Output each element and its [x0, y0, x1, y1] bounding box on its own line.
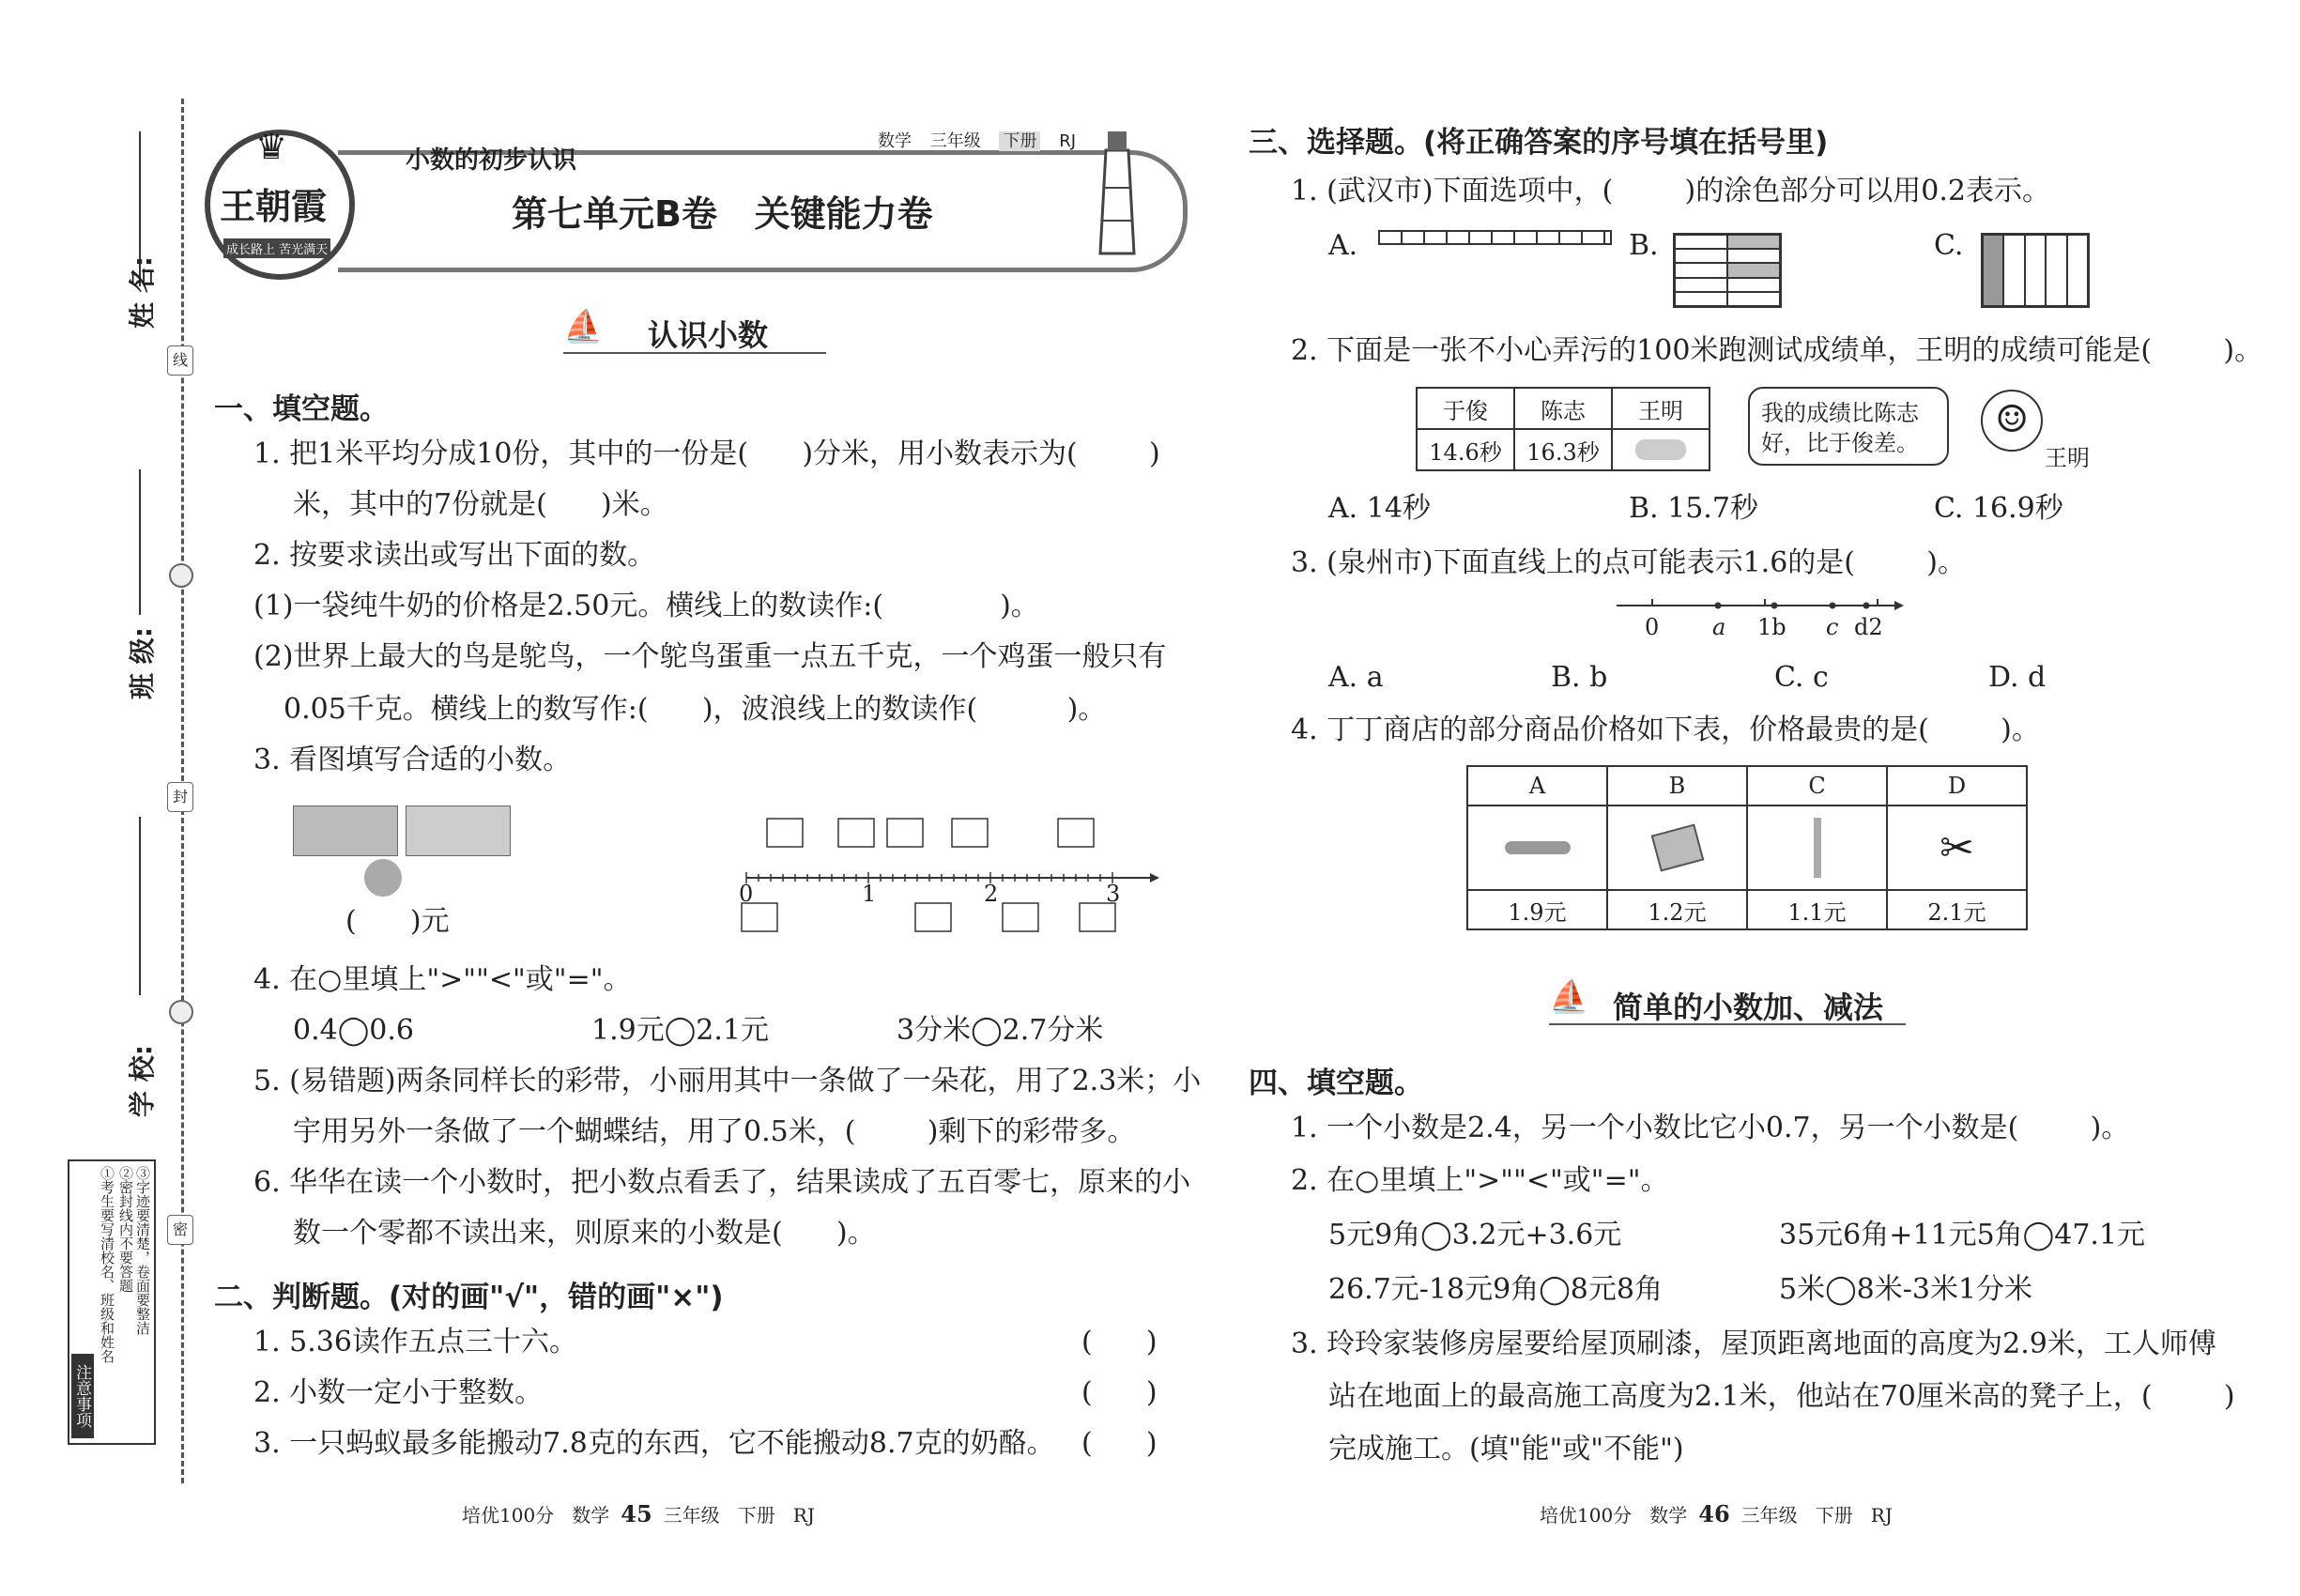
c2-header-yujun: 于俊	[1417, 388, 1514, 429]
section-a-title: 认识小数	[648, 317, 769, 353]
edition-tag: RJ	[1059, 131, 1077, 151]
judge-2-bracket[interactable]: ( )	[1081, 1376, 1158, 1409]
name-label: 姓 名:	[127, 256, 158, 329]
class-underline[interactable]	[139, 469, 141, 615]
section-b-title: 简单的小数加、减法	[1613, 990, 1884, 1025]
c3: 3. (泉州市)下面直线上的点可能表示1.6的是( )。	[1291, 546, 1966, 579]
q6-line2: 数一个零都不读出来，则原来的小数是( )。	[293, 1217, 876, 1250]
crown-icon: ♛	[255, 126, 288, 167]
c4-price-table	[1466, 765, 2028, 930]
c3-label-d2: d2	[1854, 614, 1883, 640]
right-page-number: 46	[1698, 1500, 1730, 1527]
subject-tags	[878, 128, 1076, 152]
c1-option-a[interactable]: A.	[1328, 229, 1358, 262]
c4-header-d: D	[1887, 766, 2027, 806]
c1-figure-c	[1981, 233, 2090, 308]
q4-item-3[interactable]: 3分米◯2.7分米	[897, 1014, 1104, 1047]
q3: 3. 看图填写合适的小数。	[253, 744, 572, 776]
c2-person-name: 王明	[2045, 445, 2090, 471]
c1: 1. (武汉市)下面选项中，( )的涂色部分可以用0.2表示。	[1291, 175, 2050, 207]
c2-header-chenzhi: 陈志	[1514, 388, 1612, 429]
f2-item-2[interactable]: 35元6角+11元5角◯47.1元	[1779, 1219, 2146, 1251]
right-footer-pre: 培优100分 数学	[1540, 1504, 1688, 1527]
cut-mark-3: 密	[167, 1215, 193, 1245]
notice-item-1: ①考生要写清校名、班级和姓名	[99, 1166, 115, 1363]
c1-option-c[interactable]: C.	[1934, 229, 1964, 262]
judge-3-text: 3. 一只蚂蚁最多能搬动7.8克的东西，它不能搬动8.7克的奶酪。	[253, 1427, 1055, 1460]
f1: 1. 一个小数是2.4，另一个小数比它小0.7，另一个小数是( )。	[1291, 1112, 2130, 1144]
c4-price-c: 1.1元	[1747, 890, 1887, 929]
q3-line-label-2: 2	[984, 881, 999, 907]
c2: 2. 下面是一张不小心弄污的100米跑测试成绩单，王明的成绩可能是( )。	[1291, 334, 2263, 367]
c2-option-c[interactable]: C. 16.9秒	[1934, 492, 2063, 525]
grade-tag: 三年级	[929, 131, 981, 151]
part1-title: 一、填空题。	[214, 392, 389, 426]
part3-title: 三、选择题。(将正确答案的序号填在括号里)	[1249, 126, 1829, 160]
c3-option-a[interactable]: A. a	[1328, 661, 1384, 694]
class-label: 班 级:	[127, 627, 158, 699]
f2-item-4[interactable]: 5米◯8米-3米1分米	[1779, 1273, 2033, 1306]
c3-option-b[interactable]: B. b	[1551, 661, 1608, 694]
right-footer	[1540, 1500, 1893, 1527]
c2-option-a[interactable]: A. 14秒	[1328, 492, 1431, 525]
section-a-underline	[563, 352, 826, 354]
boy-avatar: ☺	[1981, 390, 2043, 452]
left-footer-post: 三年级 下册 RJ	[663, 1504, 815, 1527]
q2-2-line1: (2)世界上最大的鸟是鸵鸟，一个鸵鸟蛋重一点五千克，一个鸡蛋一般只有	[253, 640, 1167, 673]
q2-2-line2: 0.05千克。横线上的数写作:( )，波浪线上的数读作( )。	[284, 693, 1107, 726]
c4-item-b	[1607, 806, 1747, 890]
q5-line1: 5. (易错题)两条同样长的彩带，小丽用其中一条做了一朵花，用了2.3米；小	[253, 1065, 1202, 1097]
c2-option-b[interactable]: B. 15.7秒	[1629, 492, 1758, 525]
c4-item-d	[1887, 806, 2027, 890]
q3-line-label-1: 1	[862, 881, 877, 907]
volume-tag: 下册	[999, 131, 1040, 151]
q5-line2: 宇用另外一条做了一个蝴蝶结，用了0.5米，( )剩下的彩带多。	[293, 1115, 1136, 1148]
q2-1: (1)一袋纯牛奶的价格是2.50元。横线上的数读作:( )。	[253, 590, 1039, 622]
cut-mark-2: 封	[167, 782, 193, 812]
brand-slogan: 成长路上 苦光满天	[223, 238, 330, 258]
q2: 2. 按要求读出或写出下面的数。	[253, 539, 656, 572]
c3-label-c: c	[1826, 614, 1839, 640]
c4-item-c	[1747, 806, 1887, 890]
q4-item-2[interactable]: 1.9元◯2.1元	[591, 1014, 769, 1047]
judge-1-text: 1. 5.36读作五点三十六。	[253, 1326, 577, 1358]
q1-line1: 1. 把1米平均分成10份，其中的一份是( )分米，用小数表示为( )	[253, 437, 1160, 470]
notice-title: 注意事项	[71, 1354, 94, 1438]
notice-box	[68, 1159, 156, 1445]
c1-option-b[interactable]: B.	[1629, 229, 1659, 262]
c4: 4. 丁丁商店的部分商品价格如下表，价格最贵的是( )。	[1291, 714, 2040, 746]
f2-item-1[interactable]: 5元9角◯3.2元+3.6元	[1328, 1219, 1622, 1251]
c1-figure-b	[1673, 233, 1782, 308]
judge-3-bracket[interactable]: ( )	[1081, 1427, 1158, 1460]
brand-logo	[205, 126, 355, 280]
c4-price-d: 2.1元	[1887, 890, 2027, 929]
c3-label-a: a	[1712, 614, 1726, 640]
lighthouse-icon	[1080, 122, 1155, 263]
c4-header-c: C	[1747, 766, 1887, 806]
c1-figure-a	[1378, 230, 1612, 245]
q6-line1: 6. 华华在读一个小数时，把小数点看丢了，结果读成了五百零七，原来的小	[253, 1166, 1191, 1199]
c3-option-c[interactable]: C. c	[1774, 661, 1829, 694]
judge-1-bracket[interactable]: ( )	[1081, 1326, 1158, 1358]
cut-mark-1: 线	[167, 345, 193, 376]
left-footer-pre: 培优100分 数学	[462, 1504, 610, 1527]
c2-bubble-line1: 我的成绩比陈志	[1761, 400, 1919, 426]
c4-price-a: 1.9元	[1467, 890, 1607, 929]
c2-value-yujun: 14.6秒	[1417, 429, 1514, 470]
q1-line2: 米，其中的7份就是( )米。	[293, 488, 668, 521]
c4-item-a	[1467, 806, 1607, 890]
q4-item-1[interactable]: 0.4◯0.6	[293, 1014, 414, 1047]
f2-item-3[interactable]: 26.7元-18元9角◯8元8角	[1328, 1273, 1663, 1306]
brand-name: 王朝霞	[220, 185, 328, 227]
binding-hole-2	[169, 1000, 193, 1024]
section-b-underline	[1549, 1023, 1906, 1025]
c4-header-a: A	[1467, 766, 1607, 806]
judge-2-text: 2. 小数一定小于整数。	[253, 1376, 544, 1409]
c2-value-chenzhi: 16.3秒	[1514, 429, 1612, 470]
page-title: 第七单元B卷 关键能力卷	[512, 193, 933, 235]
scissors-icon: ✂	[1940, 823, 1974, 872]
sailboat-icon-a: ⛵	[563, 308, 604, 345]
smudge-mark	[1635, 439, 1686, 460]
part4-title: 四、填空题。	[1249, 1067, 1423, 1100]
knife-icon	[1505, 841, 1571, 854]
notice-item-3: ③字迹要清楚，卷面要整洁	[134, 1166, 151, 1335]
c3-label-0: 0	[1645, 614, 1660, 640]
f3-line3: 完成施工。(填"能"或"不能")	[1328, 1433, 1684, 1466]
c3-label-1b: 1b	[1757, 614, 1786, 640]
banknote-10-image	[293, 806, 398, 856]
c3-option-d[interactable]: D. d	[1988, 661, 2047, 694]
sailboat-icon-b: ⛵	[1549, 978, 1589, 1016]
left-page-number: 45	[621, 1500, 652, 1527]
c2-smudge	[1612, 429, 1710, 470]
school-underline[interactable]	[139, 817, 141, 995]
q3-line-label-3: 3	[1106, 881, 1121, 907]
right-footer-post: 三年级 下册 RJ	[1740, 1504, 1893, 1527]
c4-price-b: 1.2元	[1607, 890, 1747, 929]
sharpener-icon	[1650, 823, 1704, 871]
f3-line2: 站在地面上的最高施工高度为2.1米，他站在70厘米高的凳子上，( )	[1328, 1380, 2235, 1413]
notice-item-2: ②密封线内不要答题	[117, 1166, 134, 1293]
f3-line1: 3. 玲玲家装修房屋要给屋顶刷漆，屋顶距离地面的高度为2.9米，工人师傅	[1291, 1327, 2216, 1360]
subject-tag: 数学	[878, 131, 912, 151]
f2: 2. 在○里填上">""<"或"="。	[1291, 1164, 1669, 1197]
c2-header-wangming: 王明	[1612, 388, 1710, 429]
banknote-1-image	[406, 806, 511, 856]
c2-bubble-line2: 好，比于俊差。	[1761, 430, 1919, 456]
c2-score-table	[1416, 387, 1710, 471]
q3-line-label-0: 0	[739, 881, 754, 907]
unit-name: 小数的初步认识	[406, 146, 577, 175]
binding-hole-1	[169, 563, 193, 588]
pencil-icon	[1814, 818, 1821, 878]
part2-title: 二、判断题。(对的画"√"，错的画"×")	[214, 1281, 724, 1314]
left-footer	[462, 1500, 815, 1527]
q4: 4. 在○里填上">""<"或"="。	[253, 963, 632, 996]
school-label: 学 校:	[127, 1045, 158, 1117]
coin-image	[364, 859, 402, 897]
q3-number-line	[737, 807, 1159, 948]
c4-header-b: B	[1607, 766, 1747, 806]
q3-money-answer[interactable]: ( )元	[345, 905, 450, 938]
